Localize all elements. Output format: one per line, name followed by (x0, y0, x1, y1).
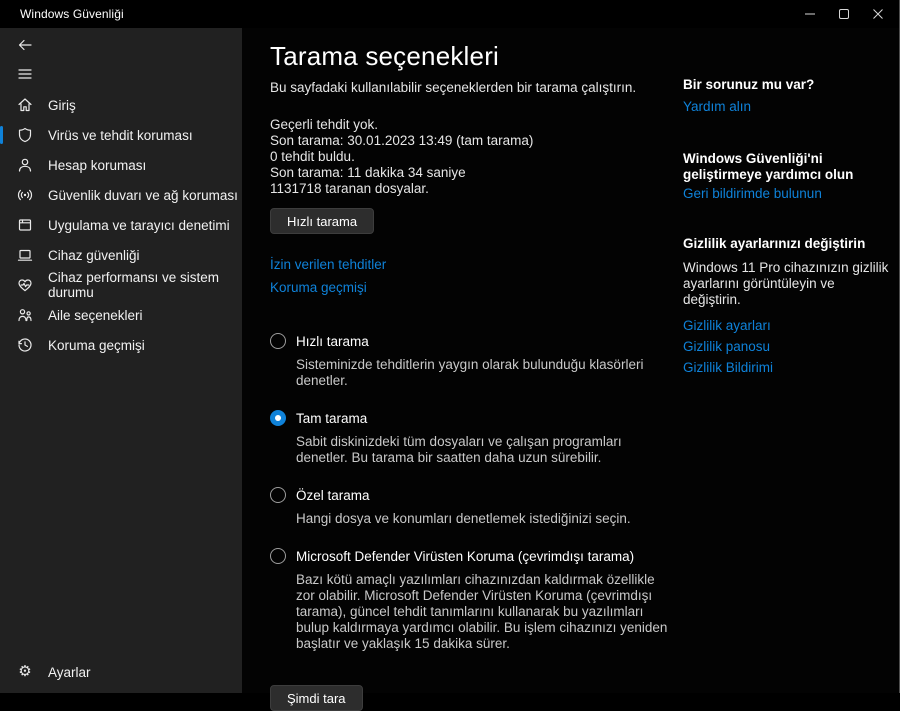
gear-icon: ⚙ (18, 663, 32, 680)
radio-full-scan[interactable] (270, 410, 286, 426)
back-button[interactable] (10, 32, 40, 58)
status-line: Son tarama: 11 dakika 34 saniye (270, 165, 466, 180)
sidebar-item-virus-threat-protection[interactable] (0, 120, 242, 150)
family-icon (17, 307, 33, 323)
scan-option-description: Bazı kötü amaçlı yazılımları cihazınızdan kaldırmak özellikle zor olabilir. Microsoft Defender Virüsten Koruma (çevrimdışı tarama), güncel tehdit tanımlarını kullanarak bu yazılımları bulup kaldırmaya yardımcı olabilir. Bu işlem cihazınızı yeniden başlatır ve yaklaşık 15 dakika sürer. (296, 572, 668, 651)
laptop-icon (17, 247, 33, 263)
scan-option-label: Tam tarama (296, 410, 368, 426)
shield-icon (17, 127, 33, 143)
maximize-button[interactable] (827, 0, 861, 28)
sidebar-item-protection-history[interactable] (0, 330, 242, 360)
home-icon (17, 97, 33, 113)
sidebar-item-device-security[interactable] (0, 240, 242, 270)
radio-quick-scan[interactable] (270, 333, 286, 349)
window-controls (793, 0, 899, 28)
radio-offline-scan[interactable] (270, 548, 286, 564)
sidebar-item-account-protection[interactable] (0, 150, 242, 180)
main-content (270, 28, 672, 711)
privacy-settings-link[interactable]: Gizlilik ayarları (683, 318, 771, 333)
sidebar-item-label: Aile seçenekleri (48, 307, 143, 323)
sidebar-item-label: Uygulama ve tarayıcı denetimi (48, 217, 230, 233)
sidebar-item-family-options[interactable] (0, 300, 242, 330)
scan-option-row[interactable] (270, 548, 672, 564)
scan-option-row[interactable] (270, 487, 672, 503)
protection-history-link[interactable]: Koruma geçmişi (270, 280, 367, 295)
close-button[interactable] (861, 0, 895, 28)
window-title: Windows Güvenliği (20, 7, 124, 21)
sidebar-item-label: Hesap koruması (48, 157, 147, 173)
scan-option-description: Sisteminizde tehditlerin yaygın olarak bulunduğu klasörleri denetler. (296, 357, 644, 388)
page-subtitle: Bu sayfadaki kullanılabilir seçeneklerden bir tarama çalıştırın. (270, 80, 637, 95)
scan-status (270, 117, 672, 197)
sidebar (0, 28, 242, 693)
sidebar-item-label: Cihaz güvenliği (48, 247, 140, 263)
scan-option-label: Özel tarama (296, 487, 370, 503)
status-line: Geçerli tehdit yok. (270, 117, 379, 132)
hamburger-menu-icon (17, 66, 33, 82)
privacy-statement-link[interactable]: Gizlilik Bildirimi (683, 360, 773, 375)
status-line: Son tarama: 30.01.2023 13:49 (tam tarama) (270, 133, 534, 148)
sidebar-item-firewall-network[interactable] (0, 180, 242, 210)
privacy-text: Windows 11 Pro cihazınızın gizlilik ayarlarını görüntüleyin ve değiştirin. (683, 260, 889, 307)
sidebar-item-label: Cihaz performansı ve sistem durumu (48, 270, 220, 300)
menu-button[interactable] (10, 61, 40, 87)
sidebar-item-device-performance[interactable] (0, 270, 242, 300)
get-help-link[interactable]: Yardım alın (683, 99, 752, 114)
person-icon (17, 157, 33, 173)
scan-option-row[interactable] (270, 410, 672, 426)
sidebar-item-settings[interactable] (0, 657, 242, 687)
sidebar-item-label: Güvenlik duvarı ve ağ koruması (48, 187, 238, 203)
privacy-heading: Gizlilik ayarlarınızı değiştirin (683, 236, 866, 251)
scan-option-quick (270, 333, 672, 389)
network-icon (17, 187, 33, 203)
device-health-icon (17, 277, 33, 293)
sidebar-item-home[interactable] (0, 90, 242, 120)
scan-option-description: Hangi dosya ve konumları denetlemek istediğinizi seçin. (296, 511, 631, 526)
scan-options-group (270, 333, 672, 652)
sidebar-item-label: Giriş (48, 97, 76, 113)
status-line: 0 tehdit buldu. (270, 149, 355, 164)
back-arrow-icon (17, 37, 33, 53)
give-feedback-link[interactable]: Geri bildirimde bulunun (683, 186, 822, 201)
scan-option-label: Microsoft Defender Virüsten Koruma (çevrimdışı tarama) (296, 548, 635, 564)
page-title: Tarama seçenekleri (270, 41, 500, 71)
history-icon (17, 337, 33, 353)
sidebar-item-app-browser-control[interactable] (0, 210, 242, 240)
scan-option-offline (270, 548, 672, 652)
sidebar-nav (0, 90, 242, 360)
sidebar-item-label: Virüs ve tehdit koruması (48, 127, 193, 143)
status-line: 1131718 taranan dosyalar. (270, 181, 429, 196)
quick-scan-button[interactable]: Hızlı tarama (270, 208, 374, 234)
settings-label: Ayarlar (48, 664, 91, 680)
sidebar-item-label: Koruma geçmişi (48, 337, 145, 353)
radio-custom-scan[interactable] (270, 487, 286, 503)
title-bar (0, 0, 899, 28)
scan-option-description: Sabit diskinizdeki tüm dosyaları ve çalışan programları denetler. Bu tarama bir saatten daha uzun sürebilir. (296, 434, 622, 465)
help-heading: Bir sorunuz mu var? (683, 77, 815, 92)
app-browser-icon (17, 217, 33, 233)
scan-option-custom (270, 487, 672, 527)
scan-option-full (270, 410, 672, 466)
allowed-threats-link[interactable]: İzin verilen tehditler (270, 257, 387, 272)
minimize-button[interactable] (793, 0, 827, 28)
scan-option-label: Hızlı tarama (296, 333, 369, 349)
privacy-dashboard-link[interactable]: Gizlilik panosu (683, 339, 771, 354)
main-links (270, 234, 672, 296)
feedback-heading: Windows Güvenliği'ni geliştirmeye yardımcı olun (683, 151, 854, 182)
aside-panel (683, 28, 895, 376)
scan-now-button[interactable]: Şimdi tara (270, 685, 363, 711)
scan-option-row[interactable] (270, 333, 672, 349)
